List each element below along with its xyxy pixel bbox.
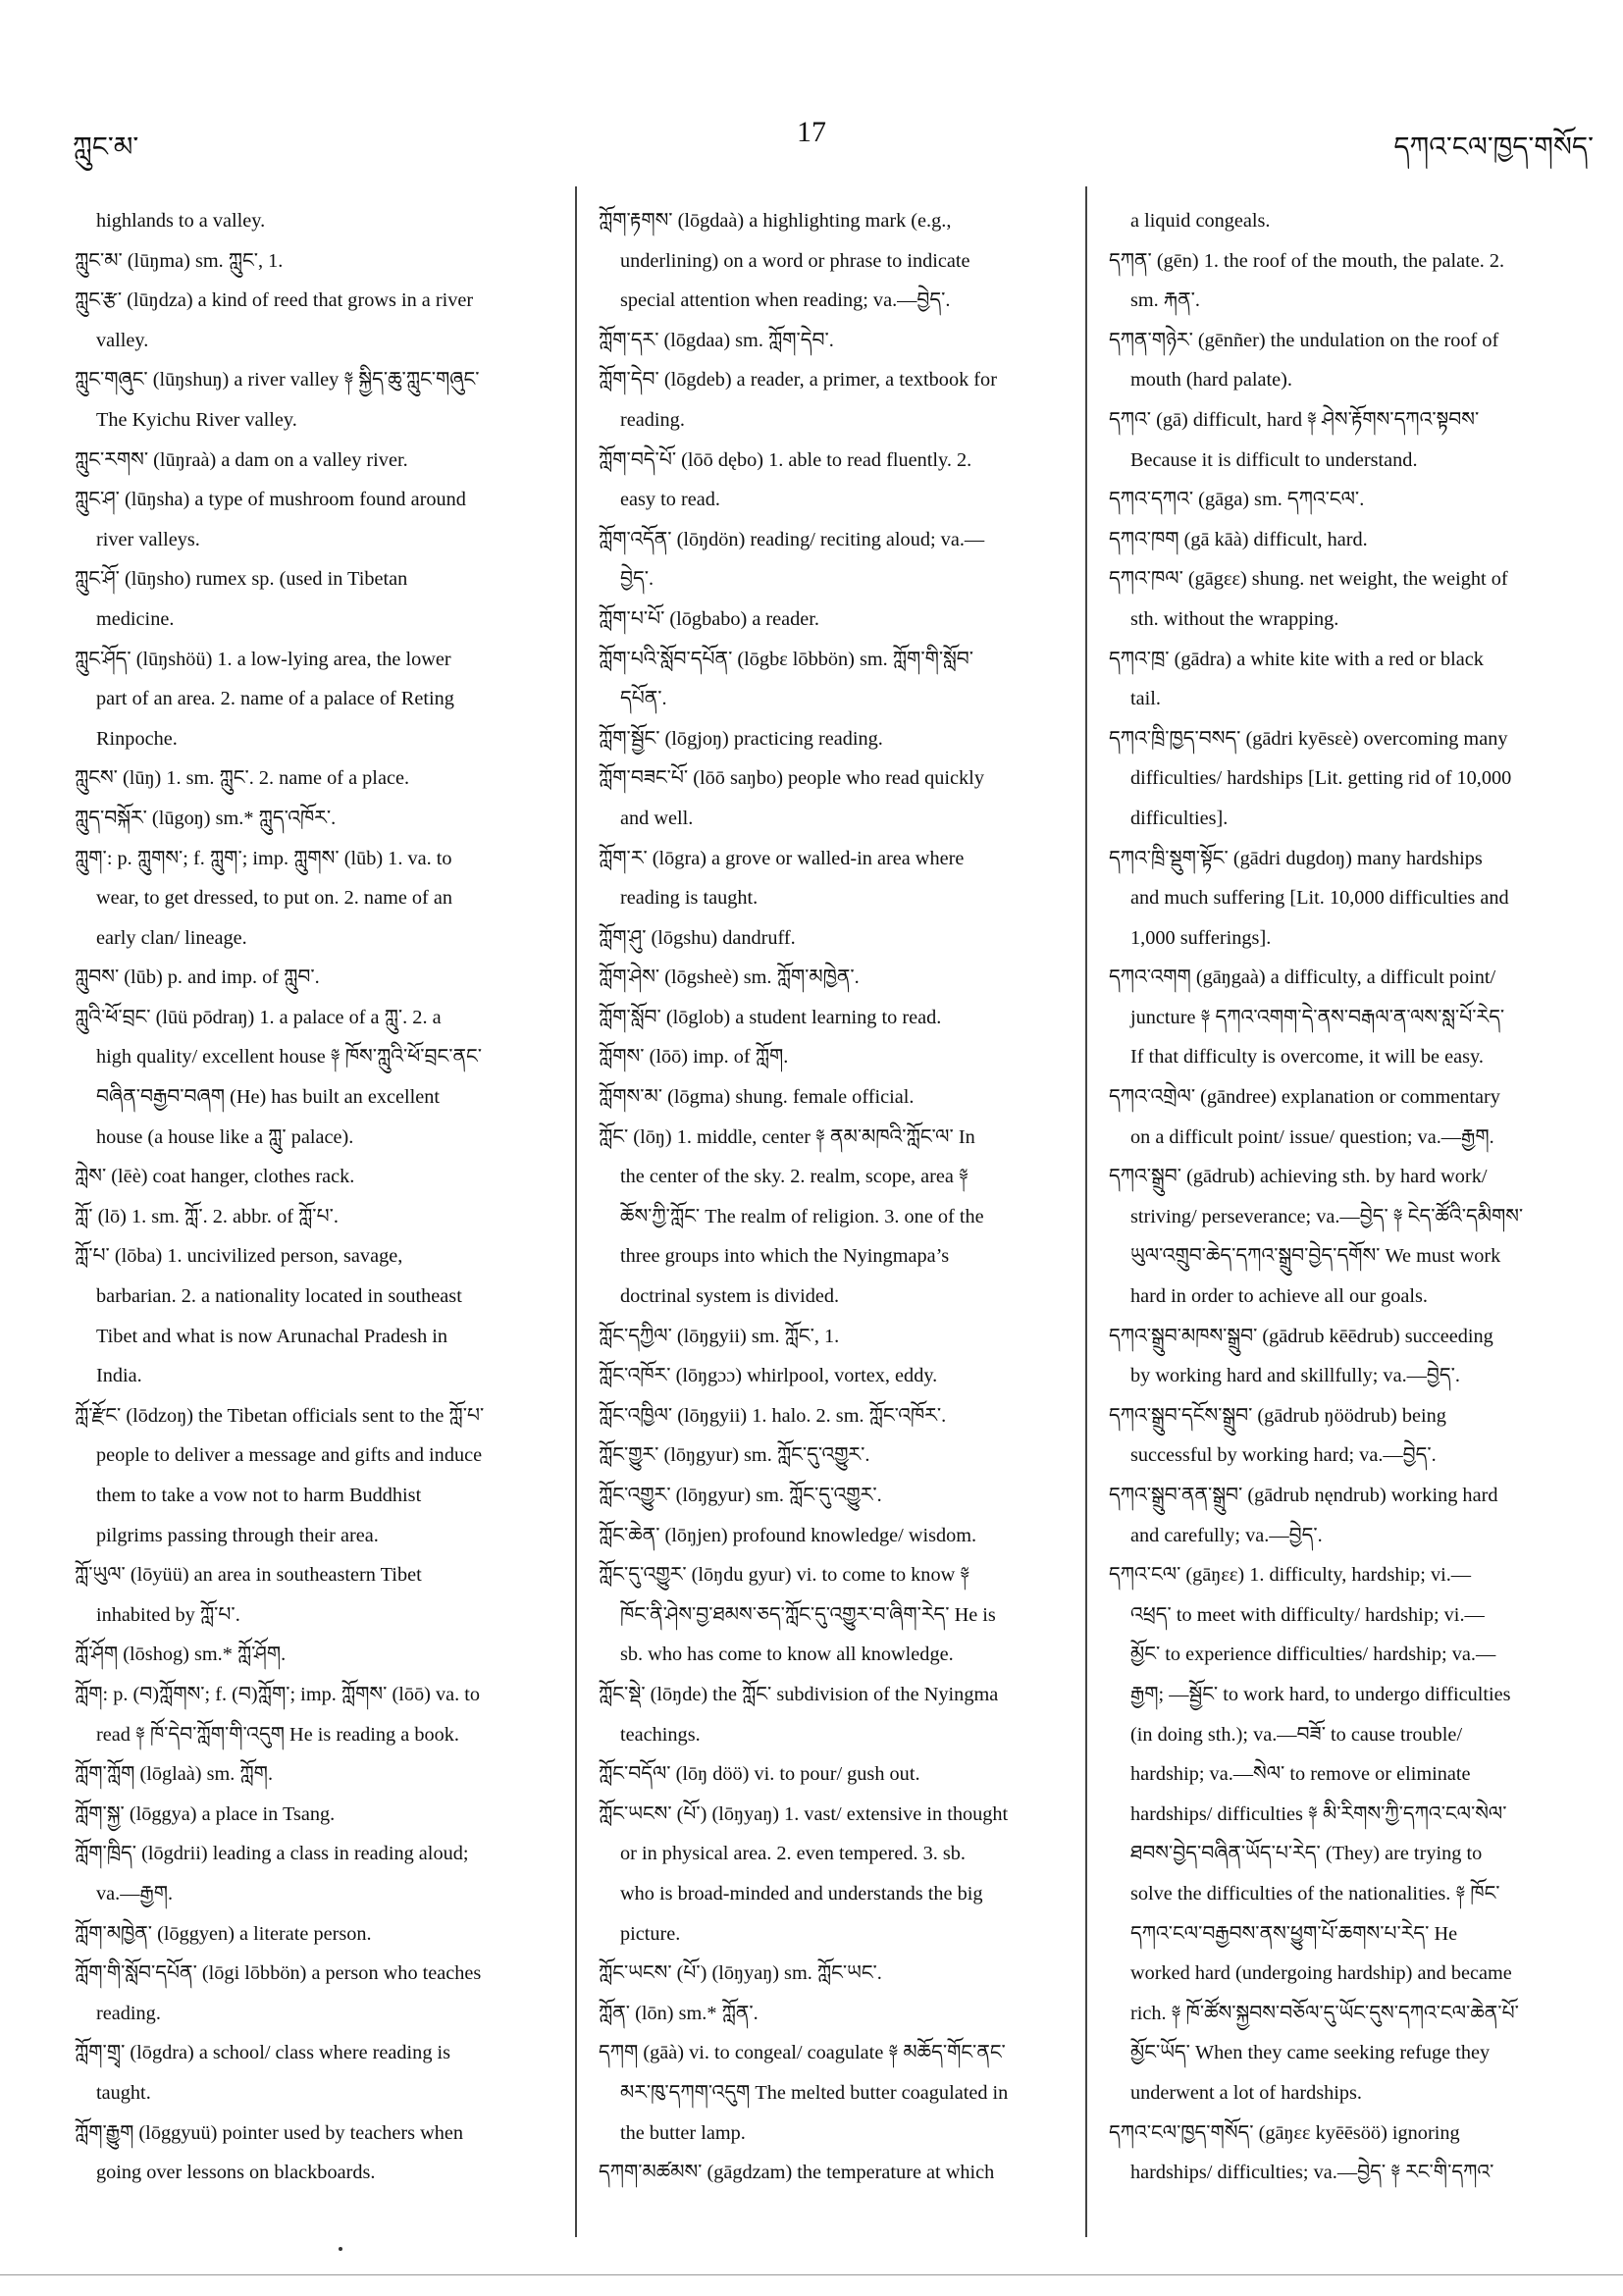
entry-headword-line: དཀའ་སྒྲུབ་ (gādrub) achieving sth. by hard work/	[1109, 1166, 1488, 1188]
entry-continuation-line: read ༈ ཁོ་དེབ་ཀློག་གི་འདུག He is reading a book.	[96, 1723, 459, 1746]
entry-continuation-line: Because it is difficult to understand.	[1130, 448, 1418, 471]
entry-continuation-line: reading.	[620, 408, 685, 431]
entry-headword-line: ཀླུང་མ་ (lūŋma) sm. ཀླུང་, 1.	[75, 249, 284, 272]
entry-headword-line: དཀའ་ཁལ་ (gāgɛɛ) shung. net weight, the weight of	[1109, 568, 1508, 591]
entry-headword-line: དཀའ་དཀའ་ (gāga) sm. དཀའ་ངལ་.	[1109, 489, 1365, 511]
entry-continuation-line: བཞིན་བརྒྱབ་བཞག (He) has built an excellent	[96, 1086, 441, 1109]
entry-continuation-line: highlands to a valley.	[96, 210, 266, 232]
entry-continuation-line: 1,000 sufferings].	[1130, 926, 1272, 949]
entry-continuation-line: teachings.	[620, 1723, 701, 1746]
entry-continuation-line: If that difficulty is overcome, it will be easy.	[1130, 1046, 1484, 1069]
entry-continuation-line: special attention when reading; va.—བྱེད་.	[620, 289, 951, 312]
entry-headword-line: ཀློང་འཁྱིལ་ (lōŋgyii) 1. halo. 2. sm. ཀློང་འཁོར་.	[599, 1404, 947, 1427]
entry-continuation-line: hardships/ difficulties ༈ མི་རིགས་ཀྱི་དཀའ་ངལ་སེལ་	[1130, 1802, 1507, 1825]
header-right-headword: དཀའ་ངལ་ཁྱད་གསོད་	[1393, 132, 1594, 163]
entry-continuation-line: easy to read.	[620, 489, 720, 511]
entry-continuation-line: picture.	[620, 1922, 681, 1945]
entry-headword-line: ཀློ་རྫོང་ (lōdzoŋ) the Tibetan officials sent to the ཀློ་པ་	[75, 1404, 485, 1427]
entry-headword-line: དཀའ་སྒྲུབ་མཁས་སྒྲུབ་ (gādrub kēēdrub) succeeding	[1109, 1325, 1493, 1347]
entry-headword-line: ཀློང་གྱུར་ (lōŋgyur) sm. ཀློང་དུ་འགྱུར་.	[599, 1444, 870, 1467]
entry-headword-line: ཀློ་ (lō) 1. sm. ཀློ་. 2. abbr. of ཀློ་པ་.	[75, 1205, 339, 1227]
entry-continuation-line: hardships/ difficulties; va.—བྱེད་ ༈ རང་གི་དཀའ་	[1130, 2162, 1494, 2184]
entry-continuation-line: underwent a lot of hardships.	[1130, 2081, 1362, 2104]
entry-continuation-line: sm. རྐན་.	[1130, 289, 1200, 312]
entry-headword-line: དཀའ་ (gā) difficult, hard ༈ ཤེས་རྟོགས་དཀའ་སྟབས་	[1109, 408, 1480, 431]
dictionary-column-2	[599, 201, 1008, 2193]
entry-headword-line: ཀློག་གྲྭ་ (lōgdra) a school/ class where reading is	[75, 2042, 451, 2064]
entry-continuation-line: or in physical area. 2. even tempered. 3. sb.	[620, 1843, 966, 1865]
entry-headword-line: ཀློང་འཁོར་ (lōŋgɔɔ) whirlpool, vortex, eddy.	[599, 1365, 938, 1387]
entry-headword-line: ཀླུད་བསྐོར་ (lūgoŋ) sm.* ཀླུད་འཁོར་.	[75, 807, 337, 829]
entry-headword-line: དཀག་མཚམས་ (gāgdzam) the temperature at which	[599, 2162, 995, 2184]
entry-continuation-line: a liquid congeals.	[1130, 210, 1271, 232]
entry-headword-line: ཀློགས་ (lōō) imp. of ཀློག.	[599, 1046, 789, 1069]
entry-continuation-line: reading.	[96, 2002, 161, 2024]
entry-headword-line: ཀློག་སྦྱོང་ (lōgjoŋ) practicing reading.	[599, 727, 883, 750]
entry-headword-line: ཀློག་ཀློག (lōglaà) sm. ཀློག.	[75, 1763, 274, 1786]
entry-headword-line: ཀློག་ཤུ་ (lōgshu) dandruff.	[599, 926, 796, 949]
entry-continuation-line: part of an area. 2. name of a palace of Reting	[96, 688, 454, 710]
entry-continuation-line: striving/ perseverance; va.—བྱེད་ ༈ ངེད་ཚོའི་དམིགས་	[1130, 1205, 1524, 1227]
entry-headword-line: དཀའ་ཁག (gā kāà) difficult, hard.	[1109, 528, 1368, 550]
entry-headword-line: ཀློག་པ་པོ་ (lōgbabo) a reader.	[599, 607, 819, 630]
entry-continuation-line: tail.	[1130, 688, 1161, 710]
entry-headword-line: ཀླུག་: p. ཀླུགས་; f. ཀླུག་; imp. ཀླུགས་ (lūb) 1. va. to	[75, 847, 452, 869]
entry-headword-line: ཀླུང་ཤོ་ (lūŋsho) rumex sp. (used in Tibetan	[75, 568, 408, 591]
entry-continuation-line: juncture ༈ དཀའ་འགག་དེ་ནས་བརྒལ་ན་ལས་སླ་པོ་རེད་	[1130, 1006, 1505, 1028]
entry-headword-line: དཀག (gāà) vi. to congeal/ coagulate ༈ མཆོད་གོང་ནང་	[599, 2042, 1006, 2064]
entry-continuation-line: and well.	[620, 807, 694, 829]
entry-continuation-line: (in doing sth.); va.—བཟོ་ to cause trouble/	[1130, 1723, 1463, 1746]
entry-headword-line: དཀན་གཉེར་ (gēnñer) the undulation on the roof of	[1109, 329, 1499, 351]
entry-headword-line: ཀློང་འགྱུར་ (lōŋgyur) sm. ཀློང་དུ་འགྱུར་.	[599, 1485, 882, 1506]
entry-headword-line: ཀླེས་ (lēè) coat hanger, clothes rack.	[75, 1166, 355, 1188]
entry-continuation-line: worked hard (undergoing hardship) and became	[1130, 1962, 1512, 1985]
entry-headword-line: ཀླུང་རགས་ (lūŋraà) a dam on a valley river.	[75, 448, 408, 471]
entry-continuation-line: doctrinal system is divided.	[620, 1285, 840, 1308]
entry-headword-line: ཀློག་ཁྲིད་ (lōgdrii) leading a class in reading aloud;	[75, 1843, 469, 1865]
entry-headword-line: དཀའ་ངལ་ (gāŋɛɛ) 1. difficulty, hardship; vi.—	[1109, 1564, 1472, 1587]
entry-headword-line: ཀློ་ཤོག (lōshog) sm.* ཀློ་ཤོག.	[75, 1644, 287, 1666]
entry-headword-line: ཀློག་སློབ་ (lōglob) a student learning to read.	[599, 1006, 942, 1028]
entry-headword-line: དཀའ་སྒྲུབ་དངོས་སྒྲུབ་ (gādrub ŋöödrub) being	[1109, 1404, 1446, 1427]
entry-continuation-line: བྱེད་.	[620, 568, 654, 591]
entry-headword-line: ཀློག་རྟགས་ (lōgdaà) a highlighting mark (e.g.,	[599, 210, 952, 232]
entry-headword-line: དཀའ་འགྲེལ་ (gāndree) explanation or commentary	[1109, 1086, 1500, 1109]
entry-continuation-line: people to deliver a message and gifts and induce	[96, 1444, 483, 1467]
entry-headword-line: ཀློག་སྐྱ་ (lōggya) a place in Tsang.	[75, 1802, 336, 1825]
entry-headword-line: དཀའ་སྒྲུབ་ནན་སྒྲུབ་ (gādrub nęndrub) working hard	[1109, 1485, 1498, 1506]
header-left-headword: ཀླུང་མ་	[73, 132, 139, 163]
entry-continuation-line: wear, to get dressed, to put on. 2. name of an	[96, 887, 453, 910]
entry-headword-line: ཀློ་ཡུལ་ (lōyüü) an area in southeastern Tibet	[75, 1564, 422, 1587]
entry-headword-line: ཀློག་དར་ (lōgdaa) sm. ཀློག་དེབ་.	[599, 329, 834, 351]
entry-continuation-line: early clan/ lineage.	[96, 926, 247, 949]
entry-continuation-line: taught.	[96, 2081, 151, 2104]
entry-headword-line: ཀློག་འདོན་ (lōŋdön) reading/ reciting aloud; va.—	[599, 528, 985, 550]
entry-headword-line: དཀའ་ཁྲ་ (gādra) a white kite with a red or black	[1109, 648, 1484, 670]
entry-continuation-line: mouth (hard palate).	[1130, 369, 1293, 391]
entry-continuation-line: and much suffering [Lit. 10,000 difficulties and	[1130, 887, 1509, 910]
entry-continuation-line: successful by working hard; va.—བྱེད་.	[1130, 1444, 1437, 1467]
entry-headword-line: ཀླུང་གཞུང་ (lūŋshuŋ) a river valley ༈ སྐྱིད་ཆུ་ཀླུང་གཞུང་	[75, 369, 480, 391]
entry-headword-line: ཀློང་ཆེན་ (lōŋjen) profound knowledge/ wisdom.	[599, 1524, 977, 1546]
entry-headword-line: ཀློང་དཀྱིལ་ (lōŋgyii) sm. ཀློང་, 1.	[599, 1325, 840, 1347]
entry-continuation-line: hardship; va.—སེལ་ to remove or eliminate	[1130, 1763, 1471, 1786]
entry-continuation-line: sb. who has come to know all knowledge.	[620, 1644, 954, 1666]
entry-continuation-line: who is broad-minded and understands the big	[620, 1882, 983, 1905]
entry-continuation-line: by working hard and skillfully; va.—བྱེད་.	[1130, 1365, 1460, 1387]
entry-continuation-line: them to take a vow not to harm Buddhist	[96, 1485, 422, 1506]
entry-headword-line: ཀླུངས་ (lūŋ) 1. sm. ཀླུང་. 2. name of a place.	[75, 767, 410, 790]
entry-headword-line: ཀློག་དེབ་ (lōgdeb) a reader, a primer, a textbook for	[599, 369, 997, 391]
entry-continuation-line: ཆོས་ཀྱི་ཀློང་ The realm of religion. 3. one of the	[620, 1205, 984, 1227]
entry-continuation-line: three groups into which the Nyingmapa’s	[620, 1245, 950, 1268]
entry-headword-line: ཀློང་བདོལ་ (lōŋ döö) vi. to pour/ gush out.	[599, 1763, 920, 1786]
entry-headword-line: ཀློང་ (lōŋ) 1. middle, center ༈ ནམ་མཁའི་ཀློང་ལ་ In	[599, 1125, 975, 1148]
entry-continuation-line: རྒྱག; —སྦྱོང་ to work hard, to undergo difficulties	[1130, 1683, 1511, 1705]
entry-headword-line: ཀླུའི་ཕོ་བྲང་ (lūü pōdraŋ) 1. a palace of a ཀླུ་. 2. a	[75, 1006, 442, 1028]
entry-continuation-line: India.	[96, 1365, 142, 1387]
entry-headword-line: ཀློག: p. (བ)ཀློགས་; f. (བ)ཀློག་; imp. ཀློགས་ (lōō) va. to	[75, 1683, 481, 1705]
page-number: 17	[797, 116, 826, 148]
entry-continuation-line: sth. without the wrapping.	[1130, 607, 1339, 630]
entry-continuation-line: reading is taught.	[620, 887, 759, 910]
entry-continuation-line: Rinpoche.	[96, 727, 178, 750]
entry-continuation-line: valley.	[96, 329, 149, 351]
entry-headword-line: ཀློགས་མ་ (lōgma) shung. female official.	[599, 1086, 915, 1109]
dictionary-column-1	[75, 201, 484, 2193]
entry-continuation-line: rich. ༈ ཁོ་ཚོས་སྐྱབས་བཅོལ་དུ་ཡོང་དུས་དཀའ་ངལ་ཆེན་པོ་	[1130, 2002, 1519, 2024]
entry-headword-line: ཀློག་ཤེས་ (lōgsheè) sm. ཀློག་མཁྱེན་.	[599, 966, 860, 989]
entry-headword-line: ཀླུང་ཤོད་ (lūŋshöü) 1. a low-lying area, the lower	[75, 648, 451, 670]
entry-continuation-line: medicine.	[96, 607, 175, 630]
entry-continuation-line: Tibet and what is now Arunachal Pradesh in	[96, 1325, 448, 1347]
entry-continuation-line: ཁོང་ནི་ཤེས་བྱ་ཐམས་ཅད་ཀློང་དུ་འགྱུར་བ་ཞིག་རེད་ He is	[620, 1603, 996, 1626]
entry-headword-line: ཀླུང་ཤ་ (lūŋsha) a type of mushroom found around	[75, 489, 466, 511]
dictionary-column-3	[1109, 201, 1523, 2193]
entry-headword-line: དཀའ་ངལ་ཁྱད་གསོད་ (gāŋɛɛ kyēēsöö) ignoring	[1109, 2121, 1460, 2144]
entry-continuation-line: va.—རྒྱག.	[96, 1882, 174, 1905]
entry-continuation-line: house (a house like a ཀླུ་ palace).	[96, 1125, 354, 1148]
column-divider-left	[575, 186, 577, 2237]
entry-headword-line: ཀློང་ཡངས་ (པོ་) (lōŋyaŋ) sm. ཀློང་ཡང་.	[599, 1962, 882, 1985]
entry-continuation-line: difficulties].	[1130, 807, 1229, 829]
entry-continuation-line: underlining) on a word or phrase to indicate	[620, 249, 970, 272]
entry-headword-line: ཀློག་བཟང་པོ་ (lōō saŋbo) people who read quickly	[599, 767, 984, 790]
entry-continuation-line: ཡུལ་འགྲུབ་ཆེད་དཀའ་སྒྲུབ་བྱེད་དགོས་ We must work	[1130, 1245, 1501, 1268]
entry-continuation-line: འཕྲད་ to meet with difficulty/ hardship; vi.—	[1130, 1603, 1485, 1626]
entry-continuation-line: on a difficult point/ issue/ question; va.—རྒྱག.	[1130, 1125, 1494, 1148]
entry-headword-line: དཀན་ (gēn) 1. the roof of the mouth, the palate. 2.	[1109, 249, 1505, 272]
entry-headword-line: ཀློག་པའི་སློབ་དཔོན་ (lōgbɛ lōbbön) sm. ཀློག་གི་སློབ་	[599, 648, 974, 670]
entry-headword-line: དཀའ་འགག (gāŋgaà) a difficulty, a difficult point/	[1109, 966, 1496, 989]
scan-speck	[339, 2247, 342, 2251]
entry-continuation-line: and carefully; va.—བྱེད་.	[1130, 1524, 1323, 1546]
entry-headword-line: ཀློག་བདེ་པོ་ (lōō dębo) 1. able to read fluently. 2.	[599, 448, 972, 471]
entry-continuation-line: the center of the sky. 2. realm, scope, area ༈	[620, 1166, 969, 1188]
entry-continuation-line: difficulties/ hardships [Lit. getting rid of 10,000	[1130, 767, 1512, 790]
entry-headword-line: ཀློག་ར་ (lōgra) a grove or walled-in area where	[599, 847, 965, 869]
entry-continuation-line: river valleys.	[96, 528, 200, 550]
entry-continuation-line: barbarian. 2. a nationality located in southeast	[96, 1285, 462, 1308]
entry-continuation-line: དཀའ་ངལ་བརྒྱབས་ནས་ཕྱུག་པོ་ཆགས་པ་རེད་ He	[1130, 1922, 1458, 1945]
entry-continuation-line: pilgrims passing through their area.	[96, 1524, 379, 1546]
entry-continuation-line: the butter lamp.	[620, 2121, 746, 2144]
entry-headword-line: ཀློག་མཁྱེན་ (lōggyen) a literate person.	[75, 1922, 372, 1945]
entry-continuation-line: solve the difficulties of the nationalities. ༈ ཁོང་	[1130, 1882, 1500, 1905]
entry-headword-line: དཀའ་ཁྲི་སྡུག་སྟོང་ (gādri dugdoŋ) many hardships	[1109, 847, 1483, 869]
entry-headword-line: ཀློ་པ་ (lōba) 1. uncivilized person, savage,	[75, 1245, 403, 1268]
entry-continuation-line: hard in order to achieve all our goals.	[1130, 1285, 1428, 1308]
entry-headword-line: ཀློག་གི་སློབ་དཔོན་ (lōgi lōbbön) a person who teaches	[75, 1962, 482, 1985]
entry-headword-line: ཀློག་རྒྱུག (lōggyuü) pointer used by teachers when	[75, 2121, 464, 2144]
entry-headword-line: ཀློན་ (lōn) sm.* ཀློན་.	[599, 2002, 759, 2024]
page-bottom-rule	[0, 2274, 1623, 2275]
entry-headword-line: ཀློང་དུ་འགྱུར་ (lōŋdu gyur) vi. to come to know ༈	[599, 1564, 970, 1587]
entry-headword-line: ཀླུང་རྩ་ (lūŋdza) a kind of reed that grows in a river	[75, 289, 474, 312]
column-divider-right	[1085, 186, 1087, 2237]
entry-continuation-line: ཐབས་བྱེད་བཞིན་ཡོད་པ་རེད་ (They) are trying to	[1130, 1843, 1483, 1865]
entry-continuation-line: high quality/ excellent house ༈ ཁོས་ཀླུའི་ཕོ་བྲང་ནང་	[96, 1046, 482, 1069]
entry-continuation-line: inhabited by ཀློ་པ་.	[96, 1603, 240, 1626]
entry-headword-line: ཀློང་ཡངས་ (པོ་) (lōŋyaŋ) 1. vast/ extensive in thought	[599, 1802, 1009, 1825]
entry-headword-line: ཀློང་སྡེ་ (lōŋde) the ཀློང་ subdivision of the Nyingma	[599, 1683, 999, 1705]
entry-headword-line: དཀའ་ཁྲི་ཁྱད་བསད་ (gādri kyēsɛè) overcoming many	[1109, 727, 1508, 750]
entry-headword-line: ཀླུབས་ (lūb) p. and imp. of ཀླུབ་.	[75, 966, 320, 989]
entry-continuation-line: མྱོང་ to experience difficulties/ hardship; va.—	[1130, 1644, 1496, 1666]
entry-continuation-line: མར་ཁུ་དཀག་འདུག The melted butter coagulated in	[620, 2081, 1009, 2104]
entry-continuation-line: དཔོན་.	[620, 688, 667, 710]
entry-continuation-line: The Kyichu River valley.	[96, 408, 297, 431]
entry-continuation-line: going over lessons on blackboards.	[96, 2162, 376, 2184]
entry-continuation-line: མྱོང་ཡོད་ When they came seeking refuge they	[1130, 2042, 1491, 2064]
